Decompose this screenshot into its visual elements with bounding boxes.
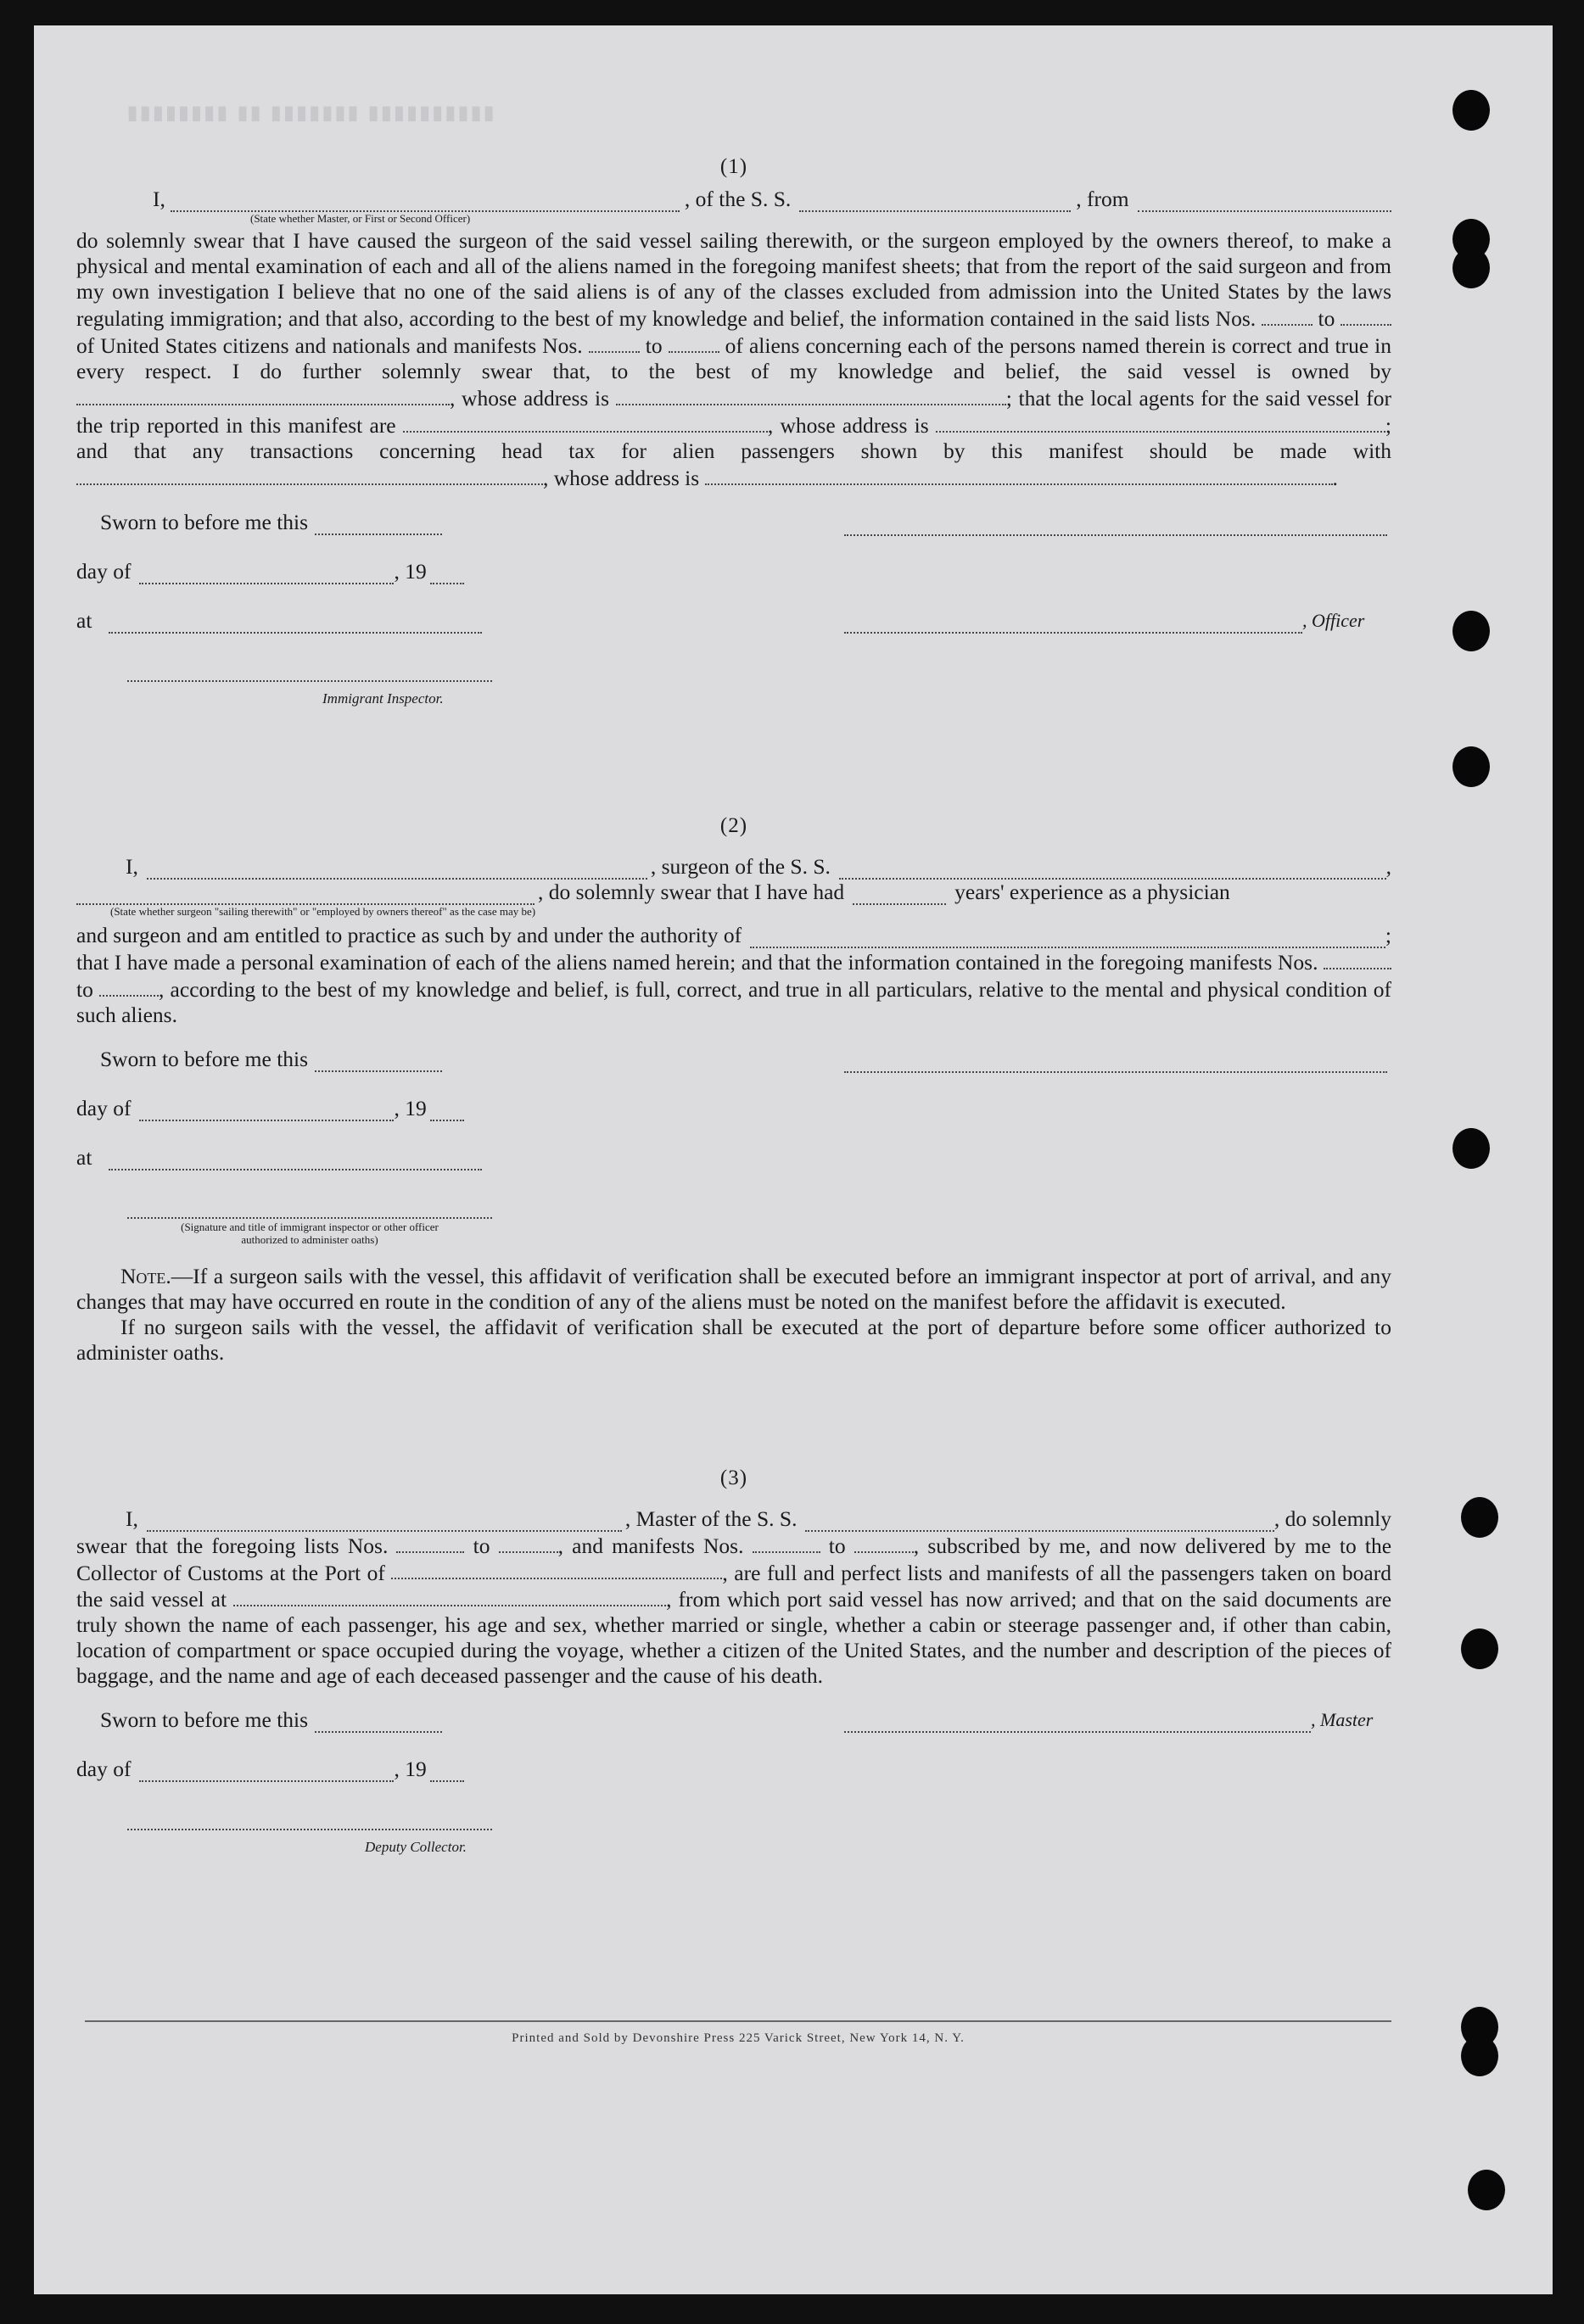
punch-hole-icon	[1461, 2036, 1498, 2076]
section-3-number: (3)	[719, 1466, 748, 1489]
owner-address-field[interactable]	[616, 384, 1006, 405]
section-2-paragraph: that I have made a personal examination of each of the aliens named herein; and that the information contained in the foregoing manifests Nos. to , according to the best of my knowledge and belief, is full, correct, and true in all particulars, relative to the mental and physical condition of such aliens.	[76, 949, 1391, 1027]
punch-hole-icon	[1468, 2170, 1505, 2210]
sworn-place-field-1[interactable]	[109, 612, 482, 634]
sworn-month-field-2[interactable]	[139, 1100, 394, 1121]
sworn-year-field-1[interactable]	[430, 563, 464, 584]
sworn-year-field-2[interactable]	[430, 1100, 464, 1121]
note-paragraph: Note.—If a surgeon sails with the vessel, this affidavit of verification shall be executed before an immigrant inspector at port of arrival, and any changes that may have occurred en route in the condition of any of the aliens must be noted on the manifest before the affidavit is executed.	[76, 1263, 1391, 1314]
master-lists-to-field[interactable]	[499, 1532, 558, 1553]
master-vessel-field[interactable]	[805, 1511, 1273, 1532]
port-of-arrival-field[interactable]	[391, 1559, 722, 1580]
master-signature-line[interactable]	[844, 1712, 1311, 1733]
sworn-month-field-3[interactable]	[139, 1761, 394, 1782]
surgeon-vessel-field[interactable]	[839, 858, 1386, 880]
master-name-field[interactable]	[147, 1511, 622, 1532]
manifests-to-field[interactable]	[669, 332, 719, 353]
surgeon-status-field[interactable]	[76, 884, 535, 905]
owner-field[interactable]	[76, 384, 450, 405]
administering-officer-signature-line[interactable]	[127, 1198, 492, 1219]
master-lists-from-field[interactable]	[396, 1532, 464, 1553]
manifests-from-field[interactable]	[589, 332, 640, 353]
section-3-paragraph: swear that the foregoing lists Nos. to , and manifests Nos. to , subscribed by me, and now delivered by me to the Collector of Customs at the Port of , are full and perfect lists and manifests of all the passengers taken on board the said vessel at , from which port said vessel has now arrived; and that on the said documents are truly shown the name of each passenger, his age and sex, whether married or single, whether a cabin or steerage passenger and, if other than cabin, location of compartment or space occupied during the voyage, whether a citizen of the United States, and the number and description of the pieces of baggage, and the name and age of each deceased passenger and the cause of his death.	[76, 1533, 1392, 1689]
section-1-line-1: I, , of the S. S. , from	[76, 187, 1391, 212]
departure-port-field[interactable]	[1138, 191, 1391, 212]
agents-address-field[interactable]	[936, 411, 1385, 433]
sworn-place-field-2[interactable]	[109, 1149, 482, 1170]
master-manifests-from-field[interactable]	[753, 1532, 820, 1553]
years-experience-field[interactable]	[853, 884, 946, 905]
officer-signature-line-1[interactable]	[844, 515, 1387, 536]
note-paragraph-2: If no surgeon sails with the vessel, the affidavit of verification shall be executed at the port of departure before some officer authorized to administer oaths.	[76, 1314, 1391, 1365]
note-label: Note.	[120, 1263, 171, 1288]
punch-hole-icon	[1452, 611, 1490, 651]
surgeon-signature-line[interactable]	[844, 1052, 1387, 1073]
lists-to-field[interactable]	[1341, 304, 1391, 326]
section-1-oath-block: Sworn to before me this day of , 19 at , Officer Immigrant Inspector.	[76, 510, 1391, 739]
local-agents-field[interactable]	[403, 411, 768, 433]
punch-hole-icon	[1452, 90, 1490, 131]
inspector-caption: Immigrant Inspector.	[322, 690, 444, 707]
port-of-embarkation-field[interactable]	[233, 1585, 666, 1606]
head-tax-agent-field[interactable]	[76, 464, 543, 485]
sworn-day-field-3[interactable]	[315, 1712, 442, 1733]
sworn-month-field-1[interactable]	[139, 563, 394, 584]
bleed-through-mark: ▮▮▮▮▮▮▮▮ ▮▮ ▮▮▮▮▮▮▮ ▮▮▮▮▮▮▮▮▮▮	[127, 102, 497, 123]
section-3-line-1: I, , Master of the S. S. , do solemnly	[126, 1506, 1391, 1531]
punch-hole-icon	[1461, 1497, 1498, 1538]
section-2-line-1: I, , surgeon of the S. S. ,	[126, 853, 1391, 879]
footer-divider	[85, 2020, 1391, 2022]
authority-field[interactable]	[750, 927, 1385, 948]
vessel-name-field[interactable]	[799, 191, 1071, 212]
section-1-number: (1)	[719, 155, 748, 178]
section-3-oath-block: Sworn to before me this , Master day of , 19 Deputy Collector.	[76, 1707, 1391, 1869]
deputy-collector-caption: Deputy Collector.	[365, 1839, 467, 1856]
section-2-number: (2)	[719, 813, 748, 837]
punch-hole-icon	[1452, 746, 1490, 787]
punch-hole-icon	[1461, 1628, 1498, 1669]
head-tax-address-field[interactable]	[705, 464, 1333, 485]
deputy-collector-signature-line[interactable]	[127, 1809, 492, 1830]
section-1-caption: (State whether Master, or First or Second Officer)	[250, 212, 471, 225]
section-2-oath-block: Sworn to before me this day of , 19 at (Signature and title of immigrant inspector or other officer authorized to administer oaths)	[76, 1047, 1391, 1250]
sworn-day-field-1[interactable]	[315, 514, 442, 535]
lists-from-field[interactable]	[1262, 304, 1313, 326]
signature-caption: (Signature and title of immigrant inspector or other officer authorized to administer oaths)	[181, 1220, 439, 1246]
section-2-caption: (State whether surgeon "sailing therewith" or "employed by owners thereof" as the case may be)	[110, 904, 536, 918]
sworn-year-field-3[interactable]	[430, 1761, 464, 1782]
section-2-line-2: , do solemnly swear that I have had years' experience as a physician	[76, 880, 1391, 905]
officer-signature-line-2[interactable]	[844, 612, 1302, 634]
officer-title-field[interactable]	[171, 191, 680, 212]
section-1-paragraph: do solemnly swear that I have caused the surgeon of the said vessel sailing therewith, or the surgeon employed by the owners thereof, to make a physical and mental examination of each and all of the aliens named in the foregoing manifest sheets; that from the report of the said surgeon and from my own investigation I believe that no one of the said aliens is of any of the classes excluded from admission into the United States by the laws regulating immigration; and that also, according to the best of my knowledge and belief, the information contained in the said lists Nos. to of United States citizens and nationals and manifests Nos. to of aliens concerning each of the persons named therein is correct and true in every respect. I do further solemnly swear that, to the best of my knowledge and belief, the said vessel is owned by , whose address is ; that the local agents for the said vessel for the trip reported in this manifest are , whose address is ; and that any transactions concerning head tax for alien passengers shown by this manifest should be made with , whose address is .	[76, 228, 1392, 490]
inspector-signature-line[interactable]	[127, 661, 492, 682]
surgeon-manifests-to-field[interactable]	[99, 975, 159, 997]
punch-hole-icon	[1452, 1128, 1490, 1169]
printer-imprint: Printed and Sold by Devonshire Press 225 Varick Street, New York 14, N. Y.	[512, 2031, 965, 2045]
section-2-line-3: and surgeon and am entitled to practice as such by and under the authority of ;	[76, 922, 1391, 947]
punch-hole-icon	[1452, 248, 1490, 288]
sworn-day-field-2[interactable]	[315, 1051, 442, 1072]
affidavit-form	[76, 127, 1391, 1869]
surgeon-name-field[interactable]	[147, 858, 647, 880]
master-manifests-to-field[interactable]	[854, 1532, 914, 1553]
surgeon-manifests-from-field[interactable]	[1324, 948, 1391, 969]
